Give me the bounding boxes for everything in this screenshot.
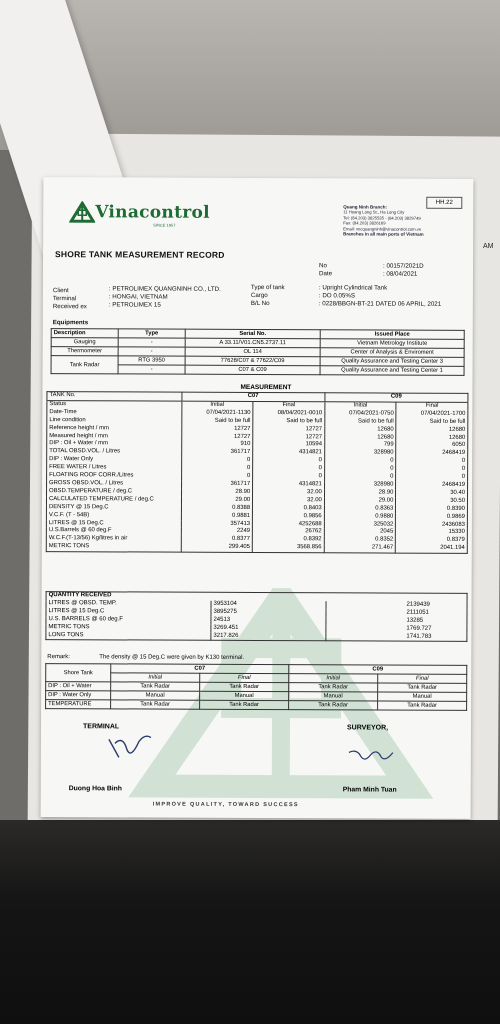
row-label: Date-Time [47,409,182,417]
equip-cell: RTG 3950 [118,356,185,365]
row-label: Measured height / mm [47,433,182,441]
row-label: DIP : Oil + Water / mm [47,441,182,449]
value-cell: 0 [181,465,253,473]
value-cell: 0 [181,473,253,481]
value-cell: 0.8390 [396,505,468,513]
table-row [46,543,467,553]
value-cell: 2045 [324,529,396,537]
row-label: Status [47,400,182,409]
row-label: CALCULATED TEMPERATURE / deg.C [46,496,181,504]
value-cell: 0 [396,466,468,474]
value-cell: 07/04/2021-0750 [325,410,397,418]
terminal-value: : HONGAI, VIETNAM [108,293,168,301]
table-row [46,700,467,711]
date-label: Date [318,270,333,278]
value-cell: 4252688 [253,520,325,528]
value-cell: 29.00 [181,496,253,504]
company-logo [69,201,210,224]
qty-label: LONG TONS [46,632,211,641]
qty-label: U.S. BARRELS @ 60 deg.F [46,616,211,625]
logo-since: SINCE 1957 [153,222,176,228]
terminal-signer-name: Duong Hoa Binh [68,785,122,793]
tank-c07-header: C07 [181,392,324,402]
qty-c09: 1769.727 [326,625,467,634]
branch-info [343,204,463,237]
row-label: V.C.F. (T - 54B) [46,512,181,520]
shore-tank-label: Shore Tank [46,664,111,682]
remark-text: The density @ 15 Deg.C were given by K130 terminal. [99,654,245,661]
table-row [51,356,464,367]
desk-surface [0,820,500,1024]
value-cell: 0.9869 [396,513,468,521]
qty-c07: 24513 [211,617,326,625]
equip-cell: Vietnam Metrology Institute [320,339,464,349]
equip-cell: - [118,347,185,356]
equip-col-issued: Issued Place [320,330,464,340]
value-cell: 12680 [396,426,468,434]
no-label: No [318,262,327,270]
equip-cell: Quality Assurance and Testing Center 3 [320,357,464,367]
shore-status: Final [378,674,467,683]
value-cell: 28.90 [324,489,396,497]
qty-c07: 3269.451 [211,624,326,632]
bl-label: B/L No [250,299,270,307]
shore-cell: Manual [111,691,200,700]
value-cell: 2468419 [396,482,468,490]
equip-cell: Thermometer [51,347,118,356]
shore-row-label: DIP : Oil + Water [46,682,111,691]
remark [47,654,467,662]
row-label: TOTAL OBSD.VOL. / Litres [47,448,182,456]
qty-c09: 2111051 [326,609,467,618]
value-cell: 12727 [253,434,325,442]
measurement-table [46,391,469,554]
value-cell: 0.8403 [253,505,325,513]
shore-status: Final [200,673,289,682]
qty-c09: 1741.783 [326,633,467,642]
equip-col-type: Type [118,329,185,338]
equip-col-description: Description [51,329,118,338]
shore-cell: Tank Radar [289,701,378,710]
equip-cell: OL 114 [185,347,320,357]
cargo-value: : DO 0.05%S [318,292,356,300]
value-cell: Said to be full [181,417,253,425]
shore-cell: Tank Radar [289,683,378,692]
surveyor-label: SURVEYOR, [346,724,389,732]
value-cell: 10594 [253,441,325,449]
branch-line: 11 Hoang Long St., Ha Long City [343,209,405,216]
value-cell: 12727 [181,433,253,441]
value-cell: 0 [324,458,396,466]
value-cell: 12727 [253,426,325,434]
value-cell: 0 [181,457,253,465]
type-label: Type of tank [250,283,285,292]
qty-c07: 3953104 [211,601,326,609]
value-cell: 08/04/2021-0010 [253,410,325,418]
shore-row-label: DIP : Water Only [46,691,111,700]
value-cell: 361717 [181,481,253,489]
value-cell: Said to be full [396,418,468,426]
terminal-signature-icon [105,733,155,761]
value-cell: 2041.194 [396,545,468,554]
terminal-label: Terminal [52,294,77,303]
value-cell: 0 [324,473,396,481]
row-label: DENSITY @ 15 Deg.C [46,504,181,512]
value-cell: 0.8363 [324,505,396,513]
value-cell: 0.8352 [324,537,396,545]
equipments-heading: Equipments [52,319,89,327]
client-value: : PETROLIMEX QUANGNINH CO., LTD. [108,285,221,293]
equip-cell: Quality Assurance and Testing Center 1 [320,366,464,376]
quantity-table [45,591,467,642]
value-cell: Initial [325,402,397,411]
record-no-date-values [383,263,424,279]
terminal-label: TERMINAL [82,723,120,731]
shore-row-label: TEMPERATURE [46,700,111,709]
qty-label: METRIC TONS [46,624,211,633]
shore-cell: Manual [289,692,378,701]
value-cell: 0.8377 [181,536,253,544]
date-value: : 08/04/2021 [382,270,418,278]
value-cell: 15330 [396,529,468,537]
shore-cell: Tank Radar [200,700,289,709]
value-cell: 2436083 [396,521,468,529]
equip-cell: Tank Radar [51,356,118,374]
value-cell: 328980 [324,450,396,458]
shore-cell: Manual [200,691,289,700]
row-label: DIP : Water Only [47,456,182,464]
row-label: U.S.Barrels @ 60 deg.F [46,527,181,535]
value-cell: 28.90 [181,489,253,497]
value-cell: 26762 [252,528,324,536]
value-cell: 3568.856 [252,544,324,553]
tank-c09-header: C09 [325,393,468,403]
qty-c07: 3217.826 [211,632,326,641]
value-cell: 0 [253,457,325,465]
remark-label: Remark: [47,654,70,661]
value-cell: 0 [253,465,325,473]
value-cell: 30.40 [396,489,468,497]
value-cell: 910 [181,441,253,449]
value-cell: 325032 [324,521,396,529]
value-cell: 07/04/2021-1130 [181,409,253,417]
row-label: OBSD.TEMPERATURE / deg.C [47,488,182,496]
value-cell: 357413 [181,520,253,528]
surveyor-signature-icon [347,746,397,764]
branch-line: Email: vncquangninh@vinacontrol.com.vn [343,225,422,232]
value-cell: 299.405 [181,544,253,553]
value-cell: 328980 [324,481,396,489]
value-cell: 799 [324,442,396,450]
value-cell: 12727 [181,425,253,433]
row-label: W.C.F.(T-13/56) Kg/litres in air [46,535,181,543]
value-cell: 361717 [181,449,253,457]
shore-cell: Tank Radar [200,682,289,691]
value-cell: 12680 [396,434,468,442]
shore-cell: Manual [378,692,467,701]
row-label: Reference height / mm [47,425,182,433]
client-label: Client [52,287,69,295]
shore-tank-table [45,663,467,711]
document-title: SHORE TANK MEASUREMENT RECORD [55,249,225,260]
value-cell: 2468419 [396,450,468,458]
row-label: LITRES @ 15 Deg.C [46,520,181,528]
equip-cell: A 33.11/V01.CN5.2737.11 [185,338,320,348]
bl-value: : 0228/BBGN-BT-21 DATED 06 APRIL, 2021 [318,299,442,308]
shore-status: Initial [289,674,378,683]
row-label: Line condition [47,417,182,425]
qty-c09: 2139439 [326,601,467,610]
record-no-date [319,262,332,278]
value-cell: 271.467 [324,545,396,554]
value-cell: 32.00 [253,489,325,497]
record-left-values [109,285,221,309]
value-cell: Final [396,402,468,411]
equipment-table [51,328,465,376]
value-cell: Said to be full [325,418,397,426]
value-cell: 2249 [181,528,253,536]
shore-cell: Tank Radar [111,700,200,709]
shore-cell: Tank Radar [111,682,200,691]
shore-status: Initial [111,673,200,682]
value-cell: 12680 [325,426,397,434]
qty-c07: 3895275 [211,609,326,617]
value-cell: Final [253,401,325,410]
measurement-heading: MEASUREMENT [240,383,292,392]
document-sheet [41,177,474,819]
equip-col-serial: Serial No. [185,329,320,339]
value-cell: Initial [181,401,253,410]
value-cell: 0 [253,473,325,481]
value-cell: 30.50 [396,497,468,505]
row-label: FREE WATER / Litres [47,464,182,472]
value-cell: 0 [396,474,468,482]
equip-cell: Gauging [51,338,118,347]
branch-line: Tel: (84.203) 3825535 - (84.203) 3829749 [343,215,421,221]
qty-label: LITRES @ OBSD. TEMP. [46,600,211,609]
received-label: Received ex [52,302,87,310]
equip-cell: 77628/C07 & 77622/C09 [185,356,320,366]
value-cell: Said to be full [253,418,325,426]
record-left-labels [53,287,87,311]
value-cell: 0.8392 [252,536,324,544]
qty-label: LITRES @ 15 Deg.C [46,608,211,617]
table-row [46,632,467,642]
branch-line: Fax: (84.203) 3826169 [343,220,386,226]
shore-cell: Tank Radar [378,701,467,710]
branch-line: Branches in all main ports of Vietnam [343,231,424,237]
shore-cell: Tank Radar [378,683,467,692]
value-cell: 29.00 [324,497,396,505]
value-cell: 07/04/2021-1700 [396,410,468,418]
row-label: METRIC TONS [46,543,181,552]
value-cell: 4314821 [253,449,325,457]
value-cell: 0.8379 [396,537,468,545]
record-right-labels [251,284,285,308]
shore-c09-header: C09 [289,665,467,675]
vinacontrol-emblem-icon [69,201,95,223]
branch-title: Quang Ninh Branch: [343,204,388,210]
logo-wordmark: Vinacontrol [95,202,210,223]
surveyor-signer-name: Pham Minh Tuan [342,786,397,794]
cargo-label: Cargo [250,291,268,299]
qty-c09: 13285 [326,617,467,626]
row-label: FLOATING ROOF CORR./Litres [47,472,182,480]
value-cell: 0.9881 [181,512,253,520]
equip-cell: - [118,338,185,347]
equip-cell: C07 & C09 [185,365,320,375]
equip-cell: Center of Analysis & Enviroment [320,348,464,358]
value-cell: 0.9856 [253,513,325,521]
received-value: : PETROLIMEX 15 [108,300,161,309]
record-right-values [319,284,441,308]
value-cell: 0.9880 [324,513,396,521]
row-label: TANK No. [47,392,182,401]
value-cell: 32.00 [253,497,325,505]
value-cell: 6050 [396,442,468,450]
corner-text-fragment: AM [483,243,494,250]
value-cell: 4314821 [253,481,325,489]
footer-slogan: IMPROVE QUALITY, TOWARD SUCCESS [152,801,299,809]
doc-code-box: HH.22 [426,197,462,209]
value-cell: 0.8388 [181,504,253,512]
row-label: GROSS OBSD.VOL. / Litres [47,480,182,488]
type-value: : Upright Cylindrical Tank [318,284,388,292]
value-cell: 12680 [325,434,397,442]
shore-c07-header: C07 [111,664,289,674]
no-value: : 00157/2021D [382,262,424,270]
equip-cell: - [118,365,185,374]
value-cell: 0 [396,458,468,466]
quantity-heading: QUANTITY RECEIVED [46,592,467,602]
value-cell: 0 [324,465,396,473]
